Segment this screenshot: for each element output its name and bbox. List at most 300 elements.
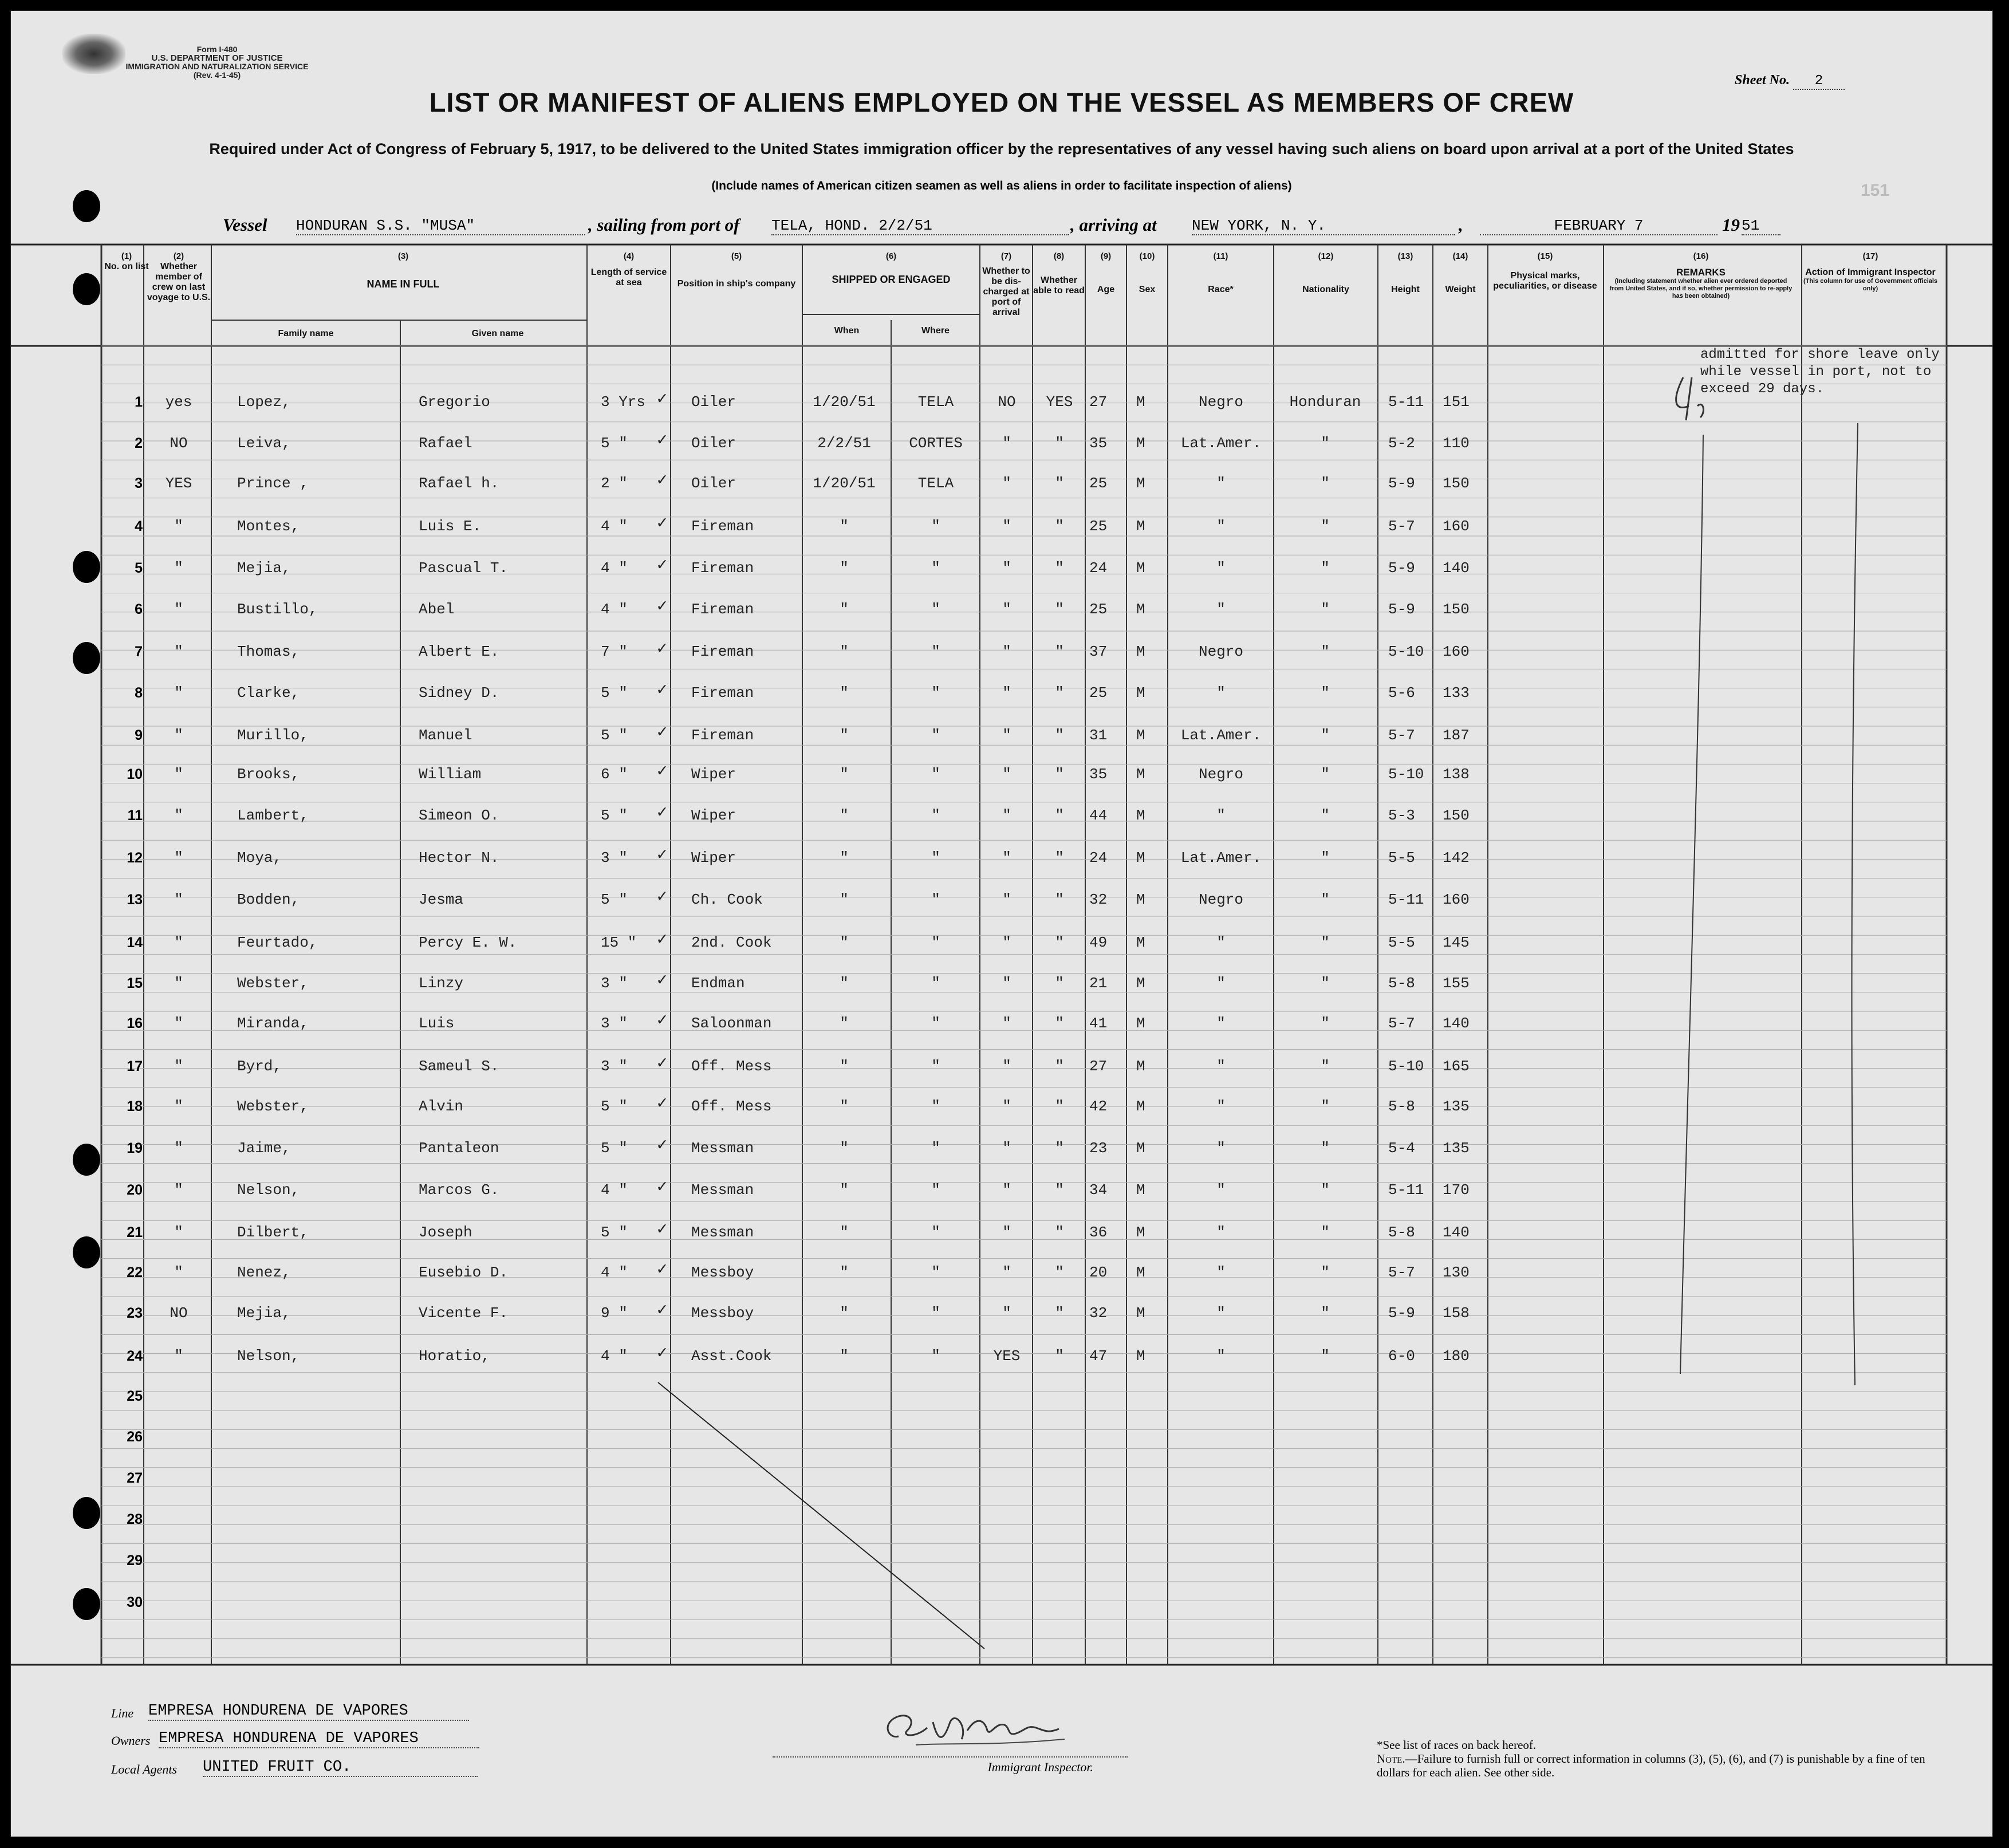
cell-height: 5-5 — [1388, 849, 1415, 866]
cell-service: 5 " — [601, 807, 628, 824]
year-prefix: 19 — [1722, 215, 1740, 235]
cell-weight: 150 — [1443, 475, 1470, 492]
remarks-note: admitted for shore leave only while vessel in port, not to exceed 29 days. — [1700, 347, 1940, 397]
cell-disch: " — [1002, 891, 1011, 908]
cell-age: 20 — [1089, 1264, 1108, 1281]
cell-race: Lat.Amer. — [1180, 849, 1262, 866]
cell-service: 3 Yrs — [601, 393, 646, 411]
cell-family: Bodden, — [237, 891, 300, 908]
cell-last: " — [174, 849, 183, 866]
cell-position: Messman — [691, 1140, 754, 1157]
cell-read: " — [1055, 1305, 1064, 1322]
cell-nat: " — [1321, 891, 1330, 908]
cell-where: " — [931, 601, 940, 618]
cell-when: 1/20/51 — [813, 393, 876, 411]
owners-value: EMPRESA HONDURENA DE VAPORES — [159, 1730, 479, 1748]
cell-nat: " — [1321, 435, 1330, 452]
cell-age: 37 — [1089, 643, 1108, 660]
cell-family: Brooks, — [237, 766, 300, 783]
cell-given: Hector N. — [419, 849, 499, 866]
cell-race: " — [1216, 1140, 1226, 1157]
cell-service: 6 " — [601, 766, 628, 783]
cell-when: " — [840, 1140, 849, 1157]
cell-sex: M — [1136, 518, 1145, 535]
header-col10: (10) Sex — [1139, 251, 1156, 294]
cell-when: " — [840, 975, 849, 992]
cell-height: 5-4 — [1388, 1140, 1415, 1157]
cell-when: " — [840, 559, 849, 577]
cell-family: Feurtado, — [237, 934, 318, 951]
cell-weight: 158 — [1443, 1305, 1470, 1322]
cell-height: 5-11 — [1388, 891, 1424, 908]
cell-nat: " — [1321, 1140, 1330, 1157]
cell-age: 23 — [1089, 1140, 1108, 1157]
cell-position: Off. Mess — [691, 1058, 772, 1075]
cell-disch: NO — [998, 393, 1016, 411]
cell-read: " — [1055, 934, 1064, 951]
cell-last: " — [174, 559, 183, 577]
cell-where: " — [931, 1098, 940, 1115]
cell-height: 5-8 — [1388, 975, 1415, 992]
cell-last: " — [174, 1015, 183, 1032]
cell-read: " — [1055, 891, 1064, 908]
cell-read: " — [1055, 435, 1064, 452]
cell-height: 5-7 — [1388, 1264, 1415, 1281]
cell-age: 27 — [1089, 393, 1108, 411]
cell-race: Negro — [1198, 393, 1243, 411]
row-number: 6 — [135, 601, 143, 617]
cell-given: William — [419, 766, 482, 783]
cell-sex: M — [1136, 807, 1145, 824]
cell-nat: " — [1321, 1098, 1330, 1115]
cell-read: " — [1055, 518, 1064, 535]
cell-family: Bustillo, — [237, 601, 318, 618]
cell-age: 24 — [1089, 849, 1108, 866]
cell-race: Lat.Amer. — [1180, 435, 1262, 452]
cell-position: Wiper — [691, 849, 736, 866]
cell-where: " — [931, 891, 940, 908]
header-where: Where — [921, 326, 950, 336]
cell-last: " — [174, 766, 183, 783]
cell-race: " — [1216, 1305, 1226, 1322]
cell-disch: " — [1002, 1015, 1011, 1032]
cell-sex: M — [1136, 1347, 1145, 1365]
cell-when: " — [840, 849, 849, 866]
cell-given: Rafael — [419, 435, 472, 452]
cell-last: " — [174, 727, 183, 744]
cell-last: NO — [170, 1305, 188, 1322]
cell-sex: M — [1136, 891, 1145, 908]
cell-last: " — [174, 643, 183, 660]
cell-last: " — [174, 684, 183, 702]
cell-nat: " — [1321, 766, 1330, 783]
cell-last: " — [174, 807, 183, 824]
header-col16: (16) REMARKS (Including statement whether alien ever ordered deported from United States, and if so, whether permission to re-apply has been obtained) — [1609, 251, 1793, 300]
cell-disch: " — [1002, 766, 1011, 783]
service-name: IMMIGRATION AND NATURALIZATION SERVICE — [125, 62, 309, 71]
row-number: 25 — [127, 1388, 143, 1404]
row-number: 27 — [127, 1470, 143, 1486]
cell-when: " — [840, 1224, 849, 1241]
cell-weight: 160 — [1443, 643, 1470, 660]
cell-sex: M — [1136, 1264, 1145, 1281]
cell-family: Nenez, — [237, 1264, 291, 1281]
cell-last: " — [174, 1058, 183, 1075]
cell-position: Messboy — [691, 1264, 754, 1281]
cell-given: Sameul S. — [419, 1058, 499, 1075]
check-mark: ✓ — [657, 1178, 668, 1197]
cell-last: " — [174, 1264, 183, 1281]
cell-weight: 187 — [1443, 727, 1470, 744]
header-col11: (11) Race* — [1208, 251, 1234, 294]
cell-race: " — [1216, 1015, 1226, 1032]
cell-when: " — [840, 807, 849, 824]
cell-family: Webster, — [237, 975, 309, 992]
cell-position: Fireman — [691, 518, 754, 535]
cell-service: 5 " — [601, 1140, 628, 1157]
cell-position: Asst.Cook — [691, 1347, 772, 1365]
cell-service: 4 " — [601, 1181, 628, 1199]
cell-race: " — [1216, 518, 1226, 535]
cell-read: " — [1055, 1058, 1064, 1075]
cell-race: " — [1216, 975, 1226, 992]
check-mark: ✓ — [657, 597, 668, 617]
cell-read: " — [1055, 1224, 1064, 1241]
cell-height: 5-10 — [1388, 766, 1424, 783]
cell-age: 49 — [1089, 934, 1108, 951]
cell-position: Oiler — [691, 393, 736, 411]
cell-family: Dilbert, — [237, 1224, 309, 1241]
document-subtitle: Required under Act of Congress of February 5, 1917, to be delivered to the United States immigration officer by the representatives of any vessel having such aliens on board upon arrival at a port of the United States — [209, 140, 1794, 157]
cell-where: " — [931, 1181, 940, 1199]
cell-family: Prince , — [237, 475, 309, 492]
header-col2: (2) Whether member of crew on last voyage to U.S. — [147, 251, 211, 302]
cell-age: 27 — [1089, 1058, 1108, 1075]
cell-sex: M — [1136, 643, 1145, 660]
manifest-sheet — [10, 10, 1993, 1837]
row-number: 13 — [127, 892, 143, 908]
cell-given: Pascual T. — [419, 559, 509, 577]
header-col3: (3) NAME IN FULL — [367, 251, 440, 290]
cell-service: 15 " — [601, 934, 637, 951]
cell-weight: 150 — [1443, 601, 1470, 618]
cell-age: 44 — [1089, 807, 1108, 824]
check-mark: ✓ — [657, 1220, 668, 1240]
stamp-number: 151 — [1861, 181, 1890, 200]
cell-nat: " — [1321, 807, 1330, 824]
header-col5: (5) Position in ship's company — [677, 251, 796, 289]
cell-height: 5-2 — [1388, 435, 1415, 452]
row-number: 16 — [127, 1015, 143, 1031]
cell-service: 4 " — [601, 559, 628, 577]
cell-age: 21 — [1089, 975, 1108, 992]
row-number: 12 — [127, 850, 143, 866]
cell-weight: 160 — [1443, 518, 1470, 535]
cell-service: 3 " — [601, 975, 628, 992]
cell-last: " — [174, 891, 183, 908]
cell-position: Messman — [691, 1181, 754, 1199]
cell-sex: M — [1136, 684, 1145, 702]
cell-nat: Honduran — [1289, 393, 1361, 411]
cell-sex: M — [1136, 475, 1145, 492]
cell-race: " — [1216, 1224, 1226, 1241]
cell-last: yes — [165, 393, 192, 411]
cell-height: 5-6 — [1388, 684, 1415, 702]
cell-weight: 135 — [1443, 1140, 1470, 1157]
cell-when: " — [840, 518, 849, 535]
cell-sex: M — [1136, 934, 1145, 951]
note-label: Note. — [1377, 1752, 1405, 1766]
cell-age: 47 — [1089, 1347, 1108, 1365]
cell-height: 5-3 — [1388, 807, 1415, 824]
cell-read: " — [1055, 807, 1064, 824]
row-number: 1 — [135, 394, 143, 410]
line-value: EMPRESA HONDURENA DE VAPORES — [148, 1703, 469, 1721]
cell-race: " — [1216, 475, 1226, 492]
cell-disch: " — [1002, 1181, 1011, 1199]
cell-position: Wiper — [691, 807, 736, 824]
cell-read: " — [1055, 643, 1064, 660]
cell-disch: " — [1002, 1264, 1011, 1281]
cell-race: Negro — [1198, 891, 1243, 908]
cell-nat: " — [1321, 934, 1330, 951]
cell-given: Abel — [419, 601, 455, 618]
cell-family: Nelson, — [237, 1347, 300, 1365]
cell-race: " — [1216, 1098, 1226, 1115]
cell-race: " — [1216, 934, 1226, 951]
cell-given: Percy E. W. — [419, 934, 517, 951]
cell-last: " — [174, 601, 183, 618]
cell-given: Simeon O. — [419, 807, 499, 824]
cell-sex: M — [1136, 1181, 1145, 1199]
cell-height: 5-8 — [1388, 1098, 1415, 1115]
cell-service: 4 " — [601, 1347, 628, 1365]
check-mark: ✓ — [657, 1094, 668, 1114]
cell-where: " — [931, 807, 940, 824]
cell-disch: " — [1002, 934, 1011, 951]
cell-service: 3 " — [601, 1058, 628, 1075]
cell-service: 4 " — [601, 518, 628, 535]
cell-family: Murillo, — [237, 727, 309, 744]
cell-when: " — [840, 1347, 849, 1365]
cell-weight: 110 — [1443, 435, 1470, 452]
cell-read: " — [1055, 559, 1064, 577]
cell-weight: 142 — [1443, 849, 1470, 866]
row-number: 5 — [135, 560, 143, 576]
cell-age: 31 — [1089, 727, 1108, 744]
cell-height: 5-7 — [1388, 1015, 1415, 1032]
cell-height: 5-9 — [1388, 601, 1415, 618]
cell-given: Horatio, — [419, 1347, 490, 1365]
cell-disch: " — [1002, 601, 1011, 618]
cell-read: " — [1055, 684, 1064, 702]
cell-sex: M — [1136, 849, 1145, 866]
row-number: 10 — [127, 766, 143, 782]
header-col7: (7) Whether to be dis- charged at port of arrival — [982, 251, 1030, 317]
cell-when: " — [840, 766, 849, 783]
row-number: 23 — [127, 1305, 143, 1321]
inspector-signature — [876, 1705, 1116, 1751]
cell-given: Alvin — [419, 1098, 464, 1115]
owners-label: Owners — [111, 1733, 151, 1748]
cell-given: Marcos G. — [419, 1181, 499, 1199]
cell-weight: 140 — [1443, 559, 1470, 577]
check-mark: ✓ — [657, 971, 668, 991]
cell-disch: " — [1002, 643, 1011, 660]
cell-given: Sidney D. — [419, 684, 499, 702]
header-when: When — [834, 326, 860, 336]
cell-nat: " — [1321, 1015, 1330, 1032]
cell-service: 4 " — [601, 601, 628, 618]
cell-height: 5-11 — [1388, 393, 1424, 411]
cell-sex: M — [1136, 766, 1145, 783]
cell-weight: 180 — [1443, 1347, 1470, 1365]
sailing-label: , sailing from port of — [588, 215, 740, 235]
cell-given: Vicente F. — [419, 1305, 509, 1322]
cell-family: Lambert, — [237, 807, 309, 824]
row-number: 20 — [127, 1182, 143, 1198]
cell-when: " — [840, 1098, 849, 1115]
cell-last: " — [174, 518, 183, 535]
cell-race: Negro — [1198, 643, 1243, 660]
row-number: 22 — [127, 1264, 143, 1280]
cell-service: 9 " — [601, 1305, 628, 1322]
cell-when: " — [840, 1058, 849, 1075]
inspector-signature-block — [773, 1739, 1128, 1774]
cell-where: " — [931, 1347, 940, 1365]
cell-read: " — [1055, 1264, 1064, 1281]
check-mark: ✓ — [657, 803, 668, 823]
cell-position: Fireman — [691, 727, 754, 744]
cell-last: " — [174, 975, 183, 992]
cell-position: Messboy — [691, 1305, 754, 1322]
header-col15: (15) Physical marks, peculiarities, or disease — [1493, 251, 1597, 291]
check-mark: ✓ — [657, 390, 668, 409]
vessel-label: Vessel — [223, 215, 267, 235]
cell-age: 24 — [1089, 559, 1108, 577]
cell-where: TELA — [917, 393, 954, 411]
department-name: U.S. DEPARTMENT OF JUSTICE — [151, 53, 283, 63]
cell-disch: YES — [993, 1347, 1021, 1365]
cell-disch: " — [1002, 684, 1011, 702]
cell-height: 5-9 — [1388, 559, 1415, 577]
cell-when: " — [840, 684, 849, 702]
check-mark: ✓ — [657, 888, 668, 907]
cell-last: " — [174, 934, 183, 951]
arriving-label: , arriving at — [1070, 215, 1157, 235]
cell-disch: " — [1002, 475, 1011, 492]
cell-service: 2 " — [601, 475, 628, 492]
cell-when: " — [840, 891, 849, 908]
header-col17: (17) Action of Immigrant Inspector (This column for use of Government officials only) — [1803, 251, 1938, 292]
cell-weight: 130 — [1443, 1264, 1470, 1281]
cell-where: " — [931, 849, 940, 866]
cell-disch: " — [1002, 1058, 1011, 1075]
cell-age: 42 — [1089, 1098, 1108, 1115]
cell-where: " — [931, 559, 940, 577]
cell-read: YES — [1046, 393, 1073, 411]
cell-position: Ch. Cook — [691, 891, 763, 908]
cell-sex: M — [1136, 435, 1145, 452]
cell-where: " — [931, 934, 940, 951]
cell-last: YES — [165, 475, 192, 492]
cell-weight: 140 — [1443, 1224, 1470, 1241]
cell-height: 5-9 — [1388, 1305, 1415, 1322]
cell-where: " — [931, 1224, 940, 1241]
cell-age: 35 — [1089, 766, 1108, 783]
cell-where: " — [931, 518, 940, 535]
row-number: 21 — [127, 1224, 143, 1240]
cell-where: " — [931, 1058, 940, 1075]
cell-read: " — [1055, 1098, 1064, 1115]
check-mark: ✓ — [657, 1260, 668, 1280]
header-col9: (9) Age — [1097, 251, 1115, 294]
cell-where: " — [931, 727, 940, 744]
cell-where: " — [931, 1015, 940, 1032]
cell-when: " — [840, 1305, 849, 1322]
cell-age: 25 — [1089, 475, 1108, 492]
cell-where: " — [931, 643, 940, 660]
cell-disch: " — [1002, 807, 1011, 824]
cell-last: " — [174, 1224, 183, 1241]
cell-read: " — [1055, 1015, 1064, 1032]
row-number: 24 — [127, 1348, 143, 1364]
cell-age: 32 — [1089, 891, 1108, 908]
line-label: Line — [111, 1706, 134, 1720]
row-number: 28 — [127, 1511, 143, 1527]
cell-sex: M — [1136, 601, 1145, 618]
cell-age: 41 — [1089, 1015, 1108, 1032]
cell-family: Byrd, — [237, 1058, 282, 1075]
cell-given: Albert E. — [419, 643, 499, 660]
check-mark: ✓ — [657, 762, 668, 782]
row-number: 17 — [127, 1058, 143, 1074]
cell-weight: 165 — [1443, 1058, 1470, 1075]
cell-nat: " — [1321, 518, 1330, 535]
sheet-number-label: Sheet No. — [1735, 73, 1790, 88]
row-number: 3 — [135, 475, 143, 491]
cell-where: " — [931, 1140, 940, 1157]
row-number: 29 — [127, 1553, 143, 1569]
cell-family: Leiva, — [237, 435, 291, 452]
arrival-date: FEBRUARY 7 — [1480, 217, 1718, 235]
cell-disch: " — [1002, 435, 1011, 452]
cell-nat: " — [1321, 975, 1330, 992]
cell-given: Manuel — [419, 727, 472, 744]
cell-age: 25 — [1089, 601, 1108, 618]
cell-nat: " — [1321, 1305, 1330, 1322]
diagonal-strike-line — [658, 1382, 984, 1649]
cell-nat: " — [1321, 1224, 1330, 1241]
cell-age: 25 — [1089, 684, 1108, 702]
cell-given: Luis — [419, 1015, 455, 1032]
cell-height: 5-5 — [1388, 934, 1415, 951]
cell-weight: 155 — [1443, 975, 1470, 992]
cell-sex: M — [1136, 1098, 1145, 1115]
cell-nat: " — [1321, 849, 1330, 866]
check-mark: ✓ — [657, 723, 668, 743]
cell-read: " — [1055, 1347, 1064, 1365]
cell-weight: 170 — [1443, 1181, 1470, 1199]
race-list-note: *See list of races on back hereof. — [1377, 1738, 1537, 1752]
cell-sex: M — [1136, 1015, 1145, 1032]
cell-position: Fireman — [691, 601, 754, 618]
cell-disch: " — [1002, 1098, 1011, 1115]
row-number: 18 — [127, 1098, 143, 1114]
cell-nat: " — [1321, 1347, 1330, 1365]
cell-service: 3 " — [601, 849, 628, 866]
cell-sex: M — [1136, 1140, 1145, 1157]
